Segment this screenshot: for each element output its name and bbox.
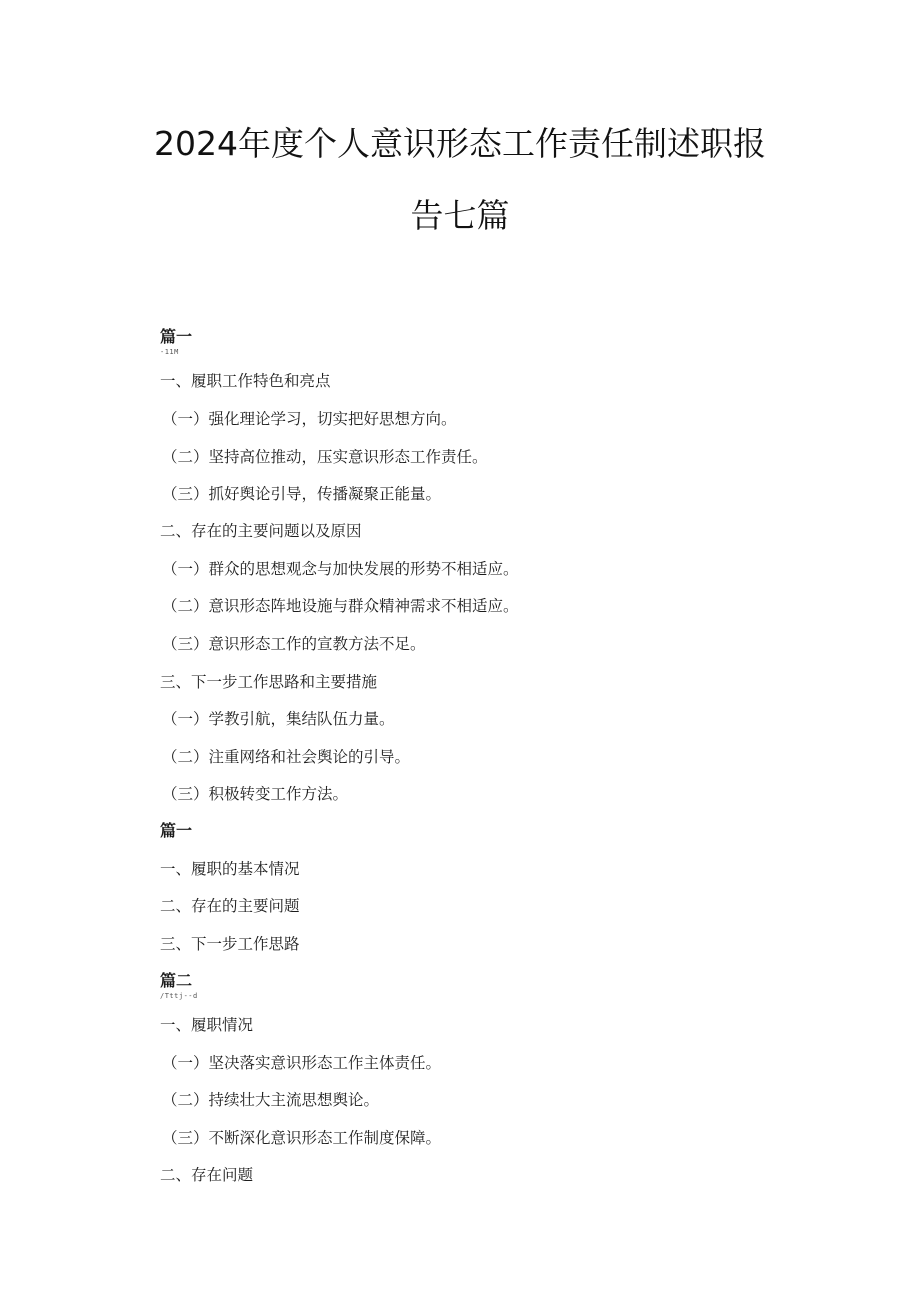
list-item: （三）意识形态工作的宣教方法不足。: [162, 635, 426, 653]
list-item: （三）积极转变工作方法。: [162, 785, 349, 803]
list-item: （二）意识形态阵地设施与群众精神需求不相适应。: [162, 597, 519, 615]
list-item: （二）坚持高位推动，压实意识形态工作责任。: [162, 448, 488, 466]
part-heading: 篇二: [160, 971, 193, 990]
part-note: -11M: [160, 348, 179, 356]
document-title-line-1: 2024年度个人意识形态工作责任制述职报: [154, 124, 766, 163]
list-item: （一）学教引航，集结队伍力量。: [162, 710, 395, 728]
part-note: /Tttj--d: [160, 992, 198, 1000]
part-heading: 篇一: [160, 327, 193, 346]
section-heading: 三、下一步工作思路和主要措施: [160, 673, 378, 691]
section-heading: 二、存在问题: [160, 1166, 254, 1184]
list-item: （一）群众的思想观念与加快发展的形势不相适应。: [162, 560, 519, 578]
list-item: （二）注重网络和社会舆论的引导。: [162, 748, 411, 766]
section-heading: 二、存在的主要问题以及原因: [160, 522, 362, 540]
part-heading: 篇一: [160, 821, 193, 840]
list-item: （二）持续壮大主流思想舆论。: [162, 1091, 380, 1109]
list-item: （一）坚决落实意识形态工作主体责任。: [162, 1054, 442, 1072]
section-heading: 一、履职工作特色和亮点: [160, 372, 331, 390]
document-title-line-2: 告七篇: [410, 196, 510, 235]
list-item: （三）抓好舆论引导，传播凝聚正能量。: [162, 485, 442, 503]
list-item: （一）强化理论学习，切实把好思想方向。: [162, 410, 457, 428]
section-heading: 一、履职的基本情况: [160, 860, 300, 878]
section-heading: 三、下一步工作思路: [160, 935, 300, 953]
section-heading: 二、存在的主要问题: [160, 897, 300, 915]
list-item: （三）不断深化意识形态工作制度保障。: [162, 1129, 442, 1147]
section-heading: 一、履职情况: [160, 1016, 254, 1034]
